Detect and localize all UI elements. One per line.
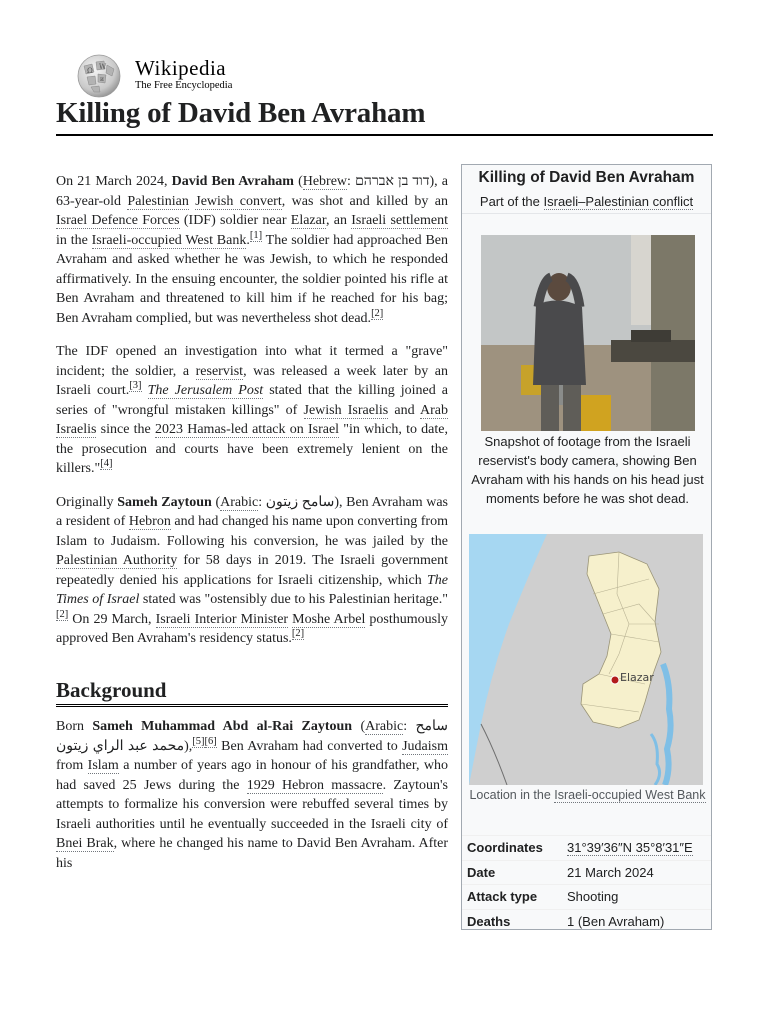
palestinian-link[interactable]: Palestinian [127, 193, 189, 209]
map-caption: Location in the Israeli-occupied West Bank [469, 788, 706, 802]
bodycam-photo-image [481, 235, 695, 431]
times-of-israel: The Times of Israel [56, 572, 448, 607]
site-wordmark: Wikipedia [135, 56, 227, 80]
svg-text:W: W [99, 63, 107, 71]
reference-5[interactable]: [5] [192, 735, 205, 747]
page-title: Killing of David Ben Avraham [56, 97, 713, 136]
article-body [56, 172, 448, 887]
arabic-link[interactable]: Arabic [220, 494, 259, 510]
bodycam-photo[interactable] [481, 235, 695, 431]
reference-1[interactable]: [1] [249, 229, 263, 241]
reference-3[interactable]: [3] [129, 380, 142, 392]
moshe-arbel-link[interactable]: Moshe Arbel [292, 611, 366, 627]
lead-paragraph-2: The IDF opened an investigation into what it termed a "grave" incident; the soldier, a reservist, was released a week later by an Israeli court.[3] The Jerusalem Post stated that the killing joined a series of "wrongful mistaken killings" of Jewish Israelis and Arab Israelis since the 2023 Hamas-led attack on Israel "in which, to date, the prosecution and courts have been extremely lenient on the killers."[4] [56, 344, 449, 476]
hebrew-link[interactable]: Hebrew [302, 174, 348, 189]
idf-link[interactable]: Israel Defence Forces [56, 213, 180, 228]
arabic-link[interactable]: Arabic [365, 719, 404, 734]
conflict-link[interactable]: Israeli–Palestinian conflict [543, 194, 694, 209]
elazar-link[interactable]: Elazar [290, 213, 326, 228]
original-name: Sameh Zaytoun [117, 494, 212, 510]
infobox-title: Killing of David Ben Avraham [478, 169, 695, 186]
bnei-brak-link[interactable]: Bnei Brak [56, 836, 114, 851]
palestinian-authority-link[interactable]: Palestinian Authority [56, 553, 178, 568]
west-bank-map [469, 534, 703, 785]
svg-text:Ω: Ω [87, 67, 93, 75]
location-map[interactable] [469, 534, 703, 785]
reference-2[interactable]: [2] [56, 608, 69, 620]
map-marker-label: Elazar [620, 671, 654, 684]
infobox-data-rows [462, 835, 711, 930]
infobox-row-coordinates: Coordinates 31°39′36″N 35°8′31″E [462, 835, 711, 860]
coordinates-value[interactable]: 31°39′36″N 35°8′31″E [567, 840, 693, 856]
infobox-row-deaths: Deaths 1 (Ben Avraham) [462, 909, 711, 931]
background-heading: Background [56, 681, 448, 708]
jewish-convert-link[interactable]: Jewish convert [195, 193, 282, 209]
wikipedia-logo[interactable] [74, 52, 374, 96]
hebron-link[interactable]: Hebron [128, 514, 171, 529]
reference-6[interactable]: [6] [204, 735, 217, 747]
islam-link[interactable]: Islam [87, 758, 119, 773]
israeli-settlement-link[interactable]: Israeli settlement [351, 213, 449, 228]
reservist-link[interactable]: reservist [195, 363, 244, 379]
background-paragraph: Born Sameh Muhammad Abd al-Rai Zaytoun (Arabic: سامح محمد عبد الراي زيتون),[5][6] Ben Avraham had converted to Judaism from Islam a number of years ago in honour of his grandfather, who had saved 25 Jews during the 1929 Hebron massacre. Zaytoun's attempts to formalize his conversion were rebuffed several times by Israeli authorities until he eventually succeeded in the Israeli city of Bnei Brak, where he changed his name to David Ben Avraham. After his [56, 719, 449, 871]
infobox-row-date: Date 21 March 2024 [462, 860, 711, 885]
west-bank-link[interactable]: Israeli-occupied West Bank [91, 232, 247, 248]
interior-minister-link[interactable]: Israeli Interior Minister [155, 611, 289, 627]
infobox-row-attack-type: Attack type Shooting [462, 884, 711, 909]
reference-2[interactable]: [2] [291, 628, 305, 640]
svg-text:и: и [100, 76, 104, 83]
jewish-israelis-link[interactable]: Jewish Israelis [303, 402, 389, 418]
judaism-link[interactable]: Judaism [402, 738, 448, 754]
west-bank-map-link[interactable]: Israeli-occupied West Bank [554, 788, 706, 802]
reference-2[interactable]: [2] [371, 307, 384, 319]
arab-israelis-link[interactable]: Arab Israelis [56, 402, 448, 437]
site-tagline: The Free Encyclopedia [135, 80, 233, 91]
hamas-attack-link[interactable]: 2023 Hamas-led attack on Israel [155, 422, 340, 437]
subject-name: David Ben Avraham [171, 174, 294, 189]
hebron-massacre-link[interactable]: 1929 Hebron massacre [246, 777, 383, 793]
lead-paragraph-3: Originally Sameh Zaytoun (Arabic: سامح زيتون), Ben Avraham was a resident of Hebron and had changed his name upon converting from Islam to Judaism. Following his conversion, he was jailed by the Palestinian Authority for 58 days in 2019. The Israeli government repeatedly denied his applications for Israeli citizenship, which The Times of Israel stated was "ostensibly due to his Palestinian heritage."[2] On 29 March, Israeli Interior Minister Moshe Arbel posthumously approved Ben Avraham's residency status.[2] [56, 494, 448, 646]
jerusalem-post-link[interactable]: The Jerusalem Post [147, 383, 264, 398]
wikipedia-globe-icon [74, 52, 124, 98]
lead-paragraph-1: On 21 March 2024, David Ben Avraham (Hebrew: דוד בן אברהם), a 63-year-old Palestinian Jewish convert, was shot and killed by an Israel Defence Forces (IDF) soldier near Elazar, an Israeli settlement in the Israeli-occupied West Bank.[1] The soldier had approached Ben Avraham and asked whether he was Jewish, to which he responded affirmatively. In the ensuing encounter, the soldier pointed his rifle at Ben Avraham and threatened to kill him if he reached for his bag; Ben Avraham complied, but was nevertheless shot dead.[2] [56, 174, 449, 326]
birth-name: Sameh Muhammad Abd al-Rai Zaytoun [92, 719, 353, 734]
reference-4[interactable]: [4] [100, 458, 113, 470]
infobox-part-of: Part of the Israeli–Palestinian conflict [462, 192, 711, 214]
infobox [461, 164, 712, 930]
photo-caption: Snapshot of footage from the Israeli reservist's body camera, showing Ben Avraham with his hands on his head just moments before he was shot dead. [471, 434, 704, 506]
